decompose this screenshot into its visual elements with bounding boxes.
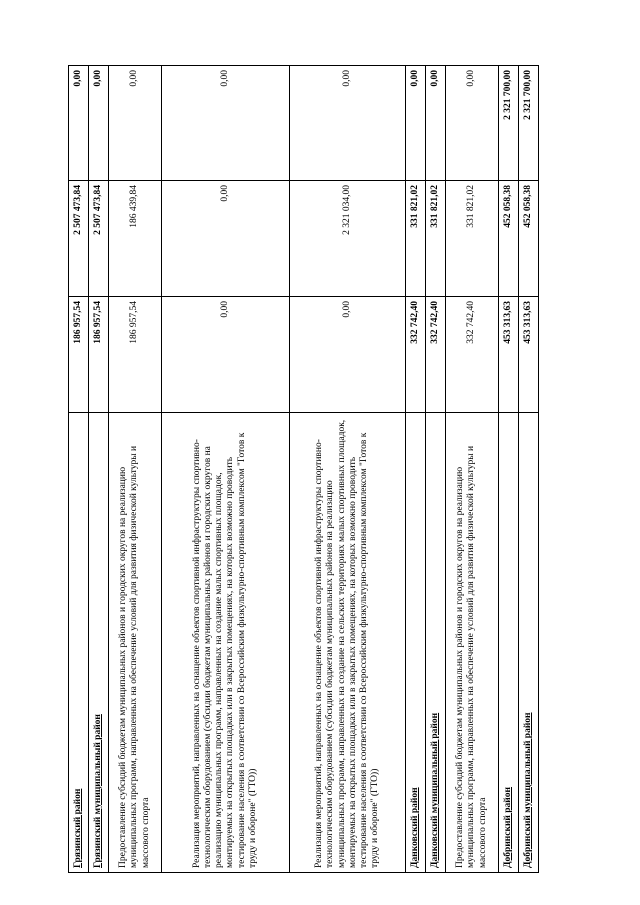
row-value-1: 332 742,40 (426, 297, 446, 413)
table-row (518, 66, 538, 873)
row-value-3: 0,00 (89, 66, 109, 181)
row-value-3: 0,00 (426, 66, 446, 181)
row-value-2: 452 058,38 (518, 181, 538, 297)
row-value-3: 2 321 700,00 (518, 66, 538, 181)
budget-table (68, 65, 539, 873)
row-value-1: 186 957,54 (109, 297, 161, 413)
rotated-table-wrapper (68, 66, 539, 873)
row-name: Добринский муниципальный район (518, 413, 538, 873)
row-value-3: 0,00 (69, 66, 89, 181)
table-row (161, 66, 290, 873)
table-row (426, 66, 446, 873)
row-value-2: 2 507 473,84 (69, 181, 89, 297)
row-value-3: 0,00 (290, 66, 406, 181)
table-row (69, 66, 89, 873)
row-value-1: 0,00 (161, 297, 290, 413)
row-name: Грязинский район (69, 413, 89, 873)
table-row (89, 66, 109, 873)
row-name: Данковский муниципальный район (426, 413, 446, 873)
row-value-2: 331 821,02 (426, 181, 446, 297)
row-name: Реализация мероприятий, направленных на оснащение объектов спортивной инфраструктуры спортивно-технологическим оборудованием (субсидии бюджетам муниципальных районов на реализацию муниципальных программ, направленных на создание на сельских территориях малых спортивных площадок, монтируемых на открытых площадках или в закрытых помещениях, на которых возможно проводить тестирование населения в соответствии со Всероссийским физкультурно-спортивным комплексом "Готов к труду и обороне" (ГТО)) (290, 413, 406, 873)
row-name: Предоставление субсидий бюджетам муниципальных районов и городских округов на реализацию муниципальных программ, направленных на обеспечение условий для развития физической культуры и массового спорта (446, 413, 498, 873)
row-value-1: 0,00 (290, 297, 406, 413)
row-value-2: 331 821,02 (406, 181, 426, 297)
row-value-3: 2 321 700,00 (498, 66, 518, 181)
row-value-3: 0,00 (109, 66, 161, 181)
row-value-1: 186 957,54 (69, 297, 89, 413)
row-name: Грязинский муниципальный район (89, 413, 109, 873)
row-value-1: 453 313,63 (498, 297, 518, 413)
row-value-1: 332 742,40 (446, 297, 498, 413)
row-value-1: 453 313,63 (518, 297, 538, 413)
row-value-2: 0,00 (161, 181, 290, 297)
row-name: Реализация мероприятий, направленных на оснащение объектов спортивной инфраструктуры спортивно-технологическим оборудованием (субсидии бюджетам муниципальных районов и городских округов на реализацию муниципальных программ, направленных на создание малых спортивных площадок, монтируемых на открытых площадках или в закрытых помещениях, на которых возможно проводить тестирование населения в соответствии со Всероссийским физкультурно-спортивным комплексом "Готов к труду и обороне" (ГТО)) (161, 413, 290, 873)
row-value-3: 0,00 (406, 66, 426, 181)
row-value-2: 452 058,38 (498, 181, 518, 297)
table-row (109, 66, 161, 873)
row-value-2: 2 507 473,84 (89, 181, 109, 297)
row-value-2: 2 321 034,00 (290, 181, 406, 297)
row-name: Данковский район (406, 413, 426, 873)
row-name: Добринский район (498, 413, 518, 873)
table-row (498, 66, 518, 873)
table-row (290, 66, 406, 873)
row-value-3: 0,00 (161, 66, 290, 181)
table-row (406, 66, 426, 873)
row-value-1: 332 742,40 (406, 297, 426, 413)
table-row (446, 66, 498, 873)
row-value-2: 331 821,02 (446, 181, 498, 297)
row-value-3: 0,00 (446, 66, 498, 181)
row-value-1: 186 957,54 (89, 297, 109, 413)
row-name: Предоставление субсидий бюджетам муниципальных районов и городских округов на реализацию муниципальных программ, направленных на обеспечение условий для развития физической культуры и массового спорта (109, 413, 161, 873)
row-value-2: 186 439,84 (109, 181, 161, 297)
